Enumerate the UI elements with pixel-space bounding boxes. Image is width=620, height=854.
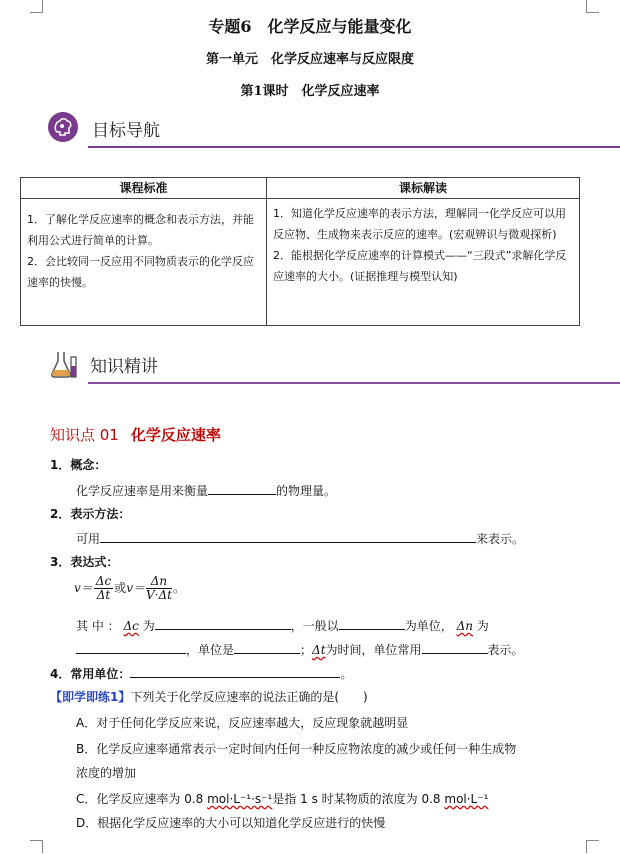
standard-item: 1．了解化学反应速率的概念和表示方法，并能利用公式进行简单的计算。 <box>27 213 254 247</box>
option-a: A．对于任何化学反应来说，反应速率越大，反应现象就越明显 <box>76 716 409 730</box>
interpretation-item: 2．能根据化学反应速率的计算模式——“三段式”求解化学反应速率的大小。(证据推理与模型认知) <box>273 249 567 283</box>
exercise-question: 【即学即练1】下列关于化学反应速率的说法正确的是( ) <box>50 690 368 704</box>
knowledge-point-title: 化学反应速率 <box>130 426 221 444</box>
where-line: 其 中 ： Δc 为 ，一般以 为单位， Δn 为 <box>76 616 546 634</box>
unit-title: 第一单元 化学反应速率与反应限度 <box>205 52 414 67</box>
option-c: C．化学反应速率为 0.8 mol·L⁻¹·s⁻¹是指 1 s 时某物质的浓度为 0.8 mol·L⁻¹ <box>76 792 489 806</box>
option-b-continued: 浓度的增加 <box>76 766 137 780</box>
divider <box>88 146 620 148</box>
corner-mark <box>586 840 599 853</box>
table-header: 课标解读 <box>267 178 580 199</box>
blank <box>155 616 291 630</box>
blank <box>100 529 476 543</box>
corner-mark <box>30 0 43 13</box>
option-d: D．根据化学反应速率的大小可以知道化学反应进行的快慢 <box>76 816 386 830</box>
table-cell <box>267 199 580 326</box>
common-unit-line: 4．常用单位： 。 <box>50 664 352 682</box>
blank <box>208 481 276 495</box>
interpretation-item: 1．知道化学反应速率的表示方法，理解同一化学反应可以用反应物、生成物来表示反应的速率。(宏观辨识与微观探析) <box>273 207 566 241</box>
method-heading: 2．表示方法： <box>50 507 131 521</box>
brain-icon <box>48 112 78 142</box>
section-title: 目标导航 <box>92 121 160 141</box>
blank <box>339 616 405 630</box>
lesson-title: 第1课时 化学反应速率 <box>240 84 380 99</box>
section-banner-knowledge <box>48 348 620 382</box>
unit-line: ，单位是 ；Δt为时间，单位常用 表示。 <box>76 640 524 658</box>
document-title: 专题6 化学反应与能量变化 <box>208 17 412 36</box>
method-line: 可用 来表示。 <box>76 529 524 547</box>
corner-mark <box>586 0 599 13</box>
option-b: B．化学反应速率通常表示一定时间内任何一种反应物浓度的减少或任何一种生成物 <box>76 742 517 756</box>
blank <box>422 640 488 654</box>
section-title: 知识精讲 <box>90 357 158 377</box>
concept-heading: 1．概念： <box>50 458 107 472</box>
corner-mark <box>30 840 43 853</box>
standards-table <box>20 177 580 326</box>
rate-formula: v＝ $\frac{\Delta c}{\Delta t}$ 或v＝ $\frac{\Delta n}{V\cdot\Delta t}$ 。 <box>74 574 185 602</box>
expression-heading: 3．表达式： <box>50 555 119 569</box>
standard-item: 2．会比较同一反应用不同物质表示的化学反应速率的快慢。 <box>27 255 254 289</box>
knowledge-point-label: 知识点 01 <box>50 426 119 444</box>
section-banner-goals <box>48 112 620 146</box>
knowledge-point-heading <box>50 424 221 445</box>
flask-icon <box>48 348 80 380</box>
blank <box>130 664 340 678</box>
table-header: 课程标准 <box>21 178 267 199</box>
divider <box>88 382 620 384</box>
blank <box>76 640 186 654</box>
blank <box>234 640 300 654</box>
concept-line: 化学反应速率是用来衡量 的物理量。 <box>76 481 336 499</box>
exercise-tag: 【即学即练1】 <box>50 690 131 704</box>
table-cell <box>21 199 267 326</box>
